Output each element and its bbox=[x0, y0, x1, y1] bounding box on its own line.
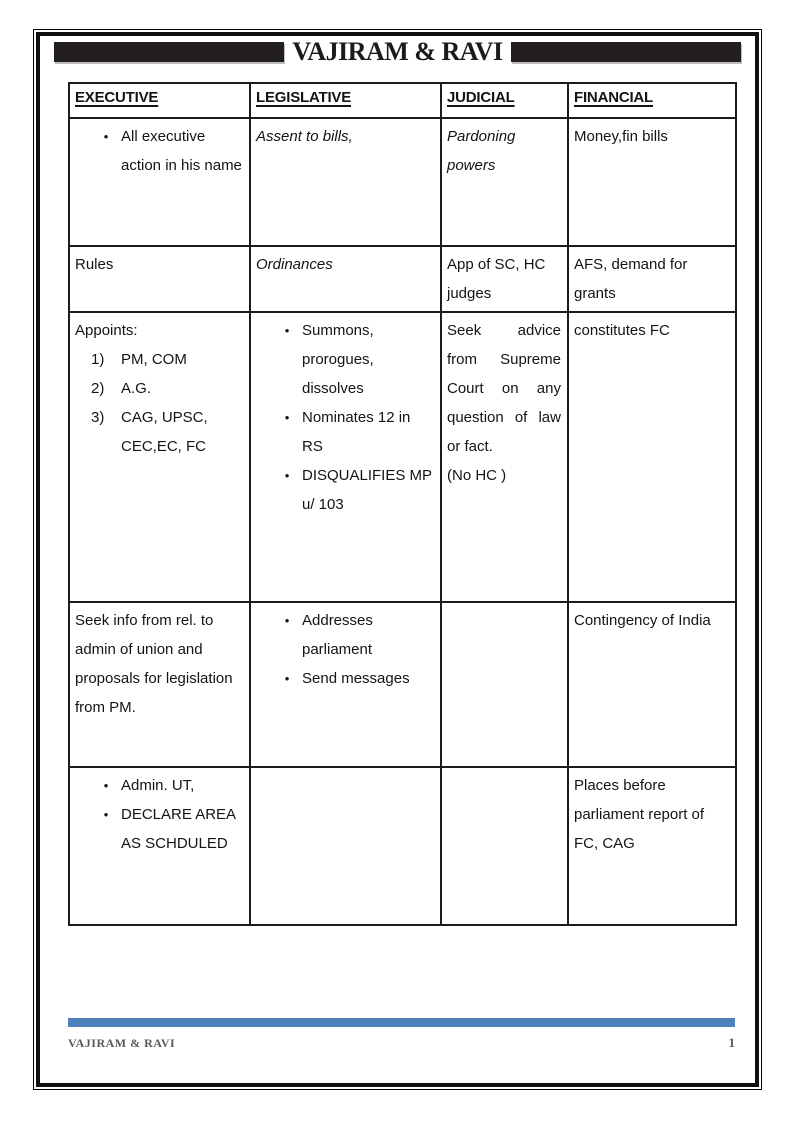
list-item-text: All executive action in his name bbox=[121, 128, 242, 174]
cell-lead-text: Appoints: bbox=[75, 322, 138, 339]
table-row bbox=[69, 767, 736, 925]
cell-text: Contingency of India bbox=[574, 612, 711, 629]
table-header-row bbox=[69, 83, 736, 118]
cell-executive bbox=[69, 118, 250, 246]
cell-executive bbox=[69, 312, 250, 602]
list-item-text: Nominates 12 in RS bbox=[302, 409, 411, 455]
cell-judicial bbox=[441, 602, 568, 767]
cell-judicial bbox=[441, 118, 568, 246]
list-item bbox=[75, 122, 243, 180]
document-page bbox=[36, 32, 759, 1087]
list-item-text: CAG, UPSC, CEC,EC, FC bbox=[121, 409, 208, 455]
bullet-icon: • bbox=[284, 323, 290, 338]
cell-text: Seek info from rel. to admin of union and proposals for legislation from PM. bbox=[75, 612, 233, 716]
cell-executive bbox=[69, 602, 250, 767]
cell-judicial bbox=[441, 312, 568, 602]
cell-judicial bbox=[441, 246, 568, 312]
table-row bbox=[69, 602, 736, 767]
number-marker: 1) bbox=[91, 351, 105, 368]
cell-financial bbox=[568, 118, 736, 246]
bullet-icon: • bbox=[284, 613, 290, 628]
powers-table bbox=[68, 82, 737, 926]
cell-text: constitutes FC bbox=[574, 322, 670, 339]
column-header-financial: FINANCIAL bbox=[568, 83, 736, 118]
cell-financial bbox=[568, 312, 736, 602]
cell-text: Money,fin bills bbox=[574, 128, 668, 145]
table-row bbox=[69, 246, 736, 312]
list-item-text: Send messages bbox=[302, 670, 410, 687]
list-item bbox=[256, 316, 434, 403]
bullet-icon: • bbox=[103, 807, 109, 822]
cell-note-text: (No HC ) bbox=[447, 467, 507, 484]
column-header-executive: EXECUTIVE bbox=[69, 83, 250, 118]
cell-financial bbox=[568, 246, 736, 312]
number-marker: 2) bbox=[91, 380, 105, 397]
brand-bar-right bbox=[511, 42, 741, 62]
list-item-text: DECLARE AREA AS SCHDULED bbox=[121, 806, 236, 852]
table-row bbox=[69, 312, 736, 602]
list-item-text: Summons, prorogues, dissolves bbox=[302, 322, 374, 397]
numbered-item bbox=[75, 374, 243, 403]
list-item-text: Addresses parliament bbox=[302, 612, 373, 658]
cell-text: App of SC, HC judges bbox=[447, 256, 546, 302]
cell-text: Ordinances bbox=[256, 256, 333, 273]
page-border bbox=[33, 29, 762, 1090]
bullet-icon: • bbox=[284, 410, 290, 425]
brand-bar-left bbox=[54, 42, 284, 62]
brand-title: VAJIRAM & RAVI bbox=[292, 37, 503, 66]
cell-judicial bbox=[441, 767, 568, 925]
footer-row bbox=[68, 1035, 735, 1051]
bullet-icon: • bbox=[103, 778, 109, 793]
list-item bbox=[256, 461, 434, 519]
number-marker: 3) bbox=[91, 409, 105, 426]
footer-page-number: 1 bbox=[728, 1035, 735, 1050]
numbered-item bbox=[75, 345, 243, 374]
footer-brand: VAJIRAM & RAVI bbox=[68, 1036, 176, 1050]
cell-financial bbox=[568, 602, 736, 767]
cell-text: Pardoning powers bbox=[447, 128, 516, 174]
cell-legislative bbox=[250, 312, 441, 602]
bullet-icon: • bbox=[103, 129, 109, 144]
cell-executive bbox=[69, 246, 250, 312]
list-item-text: Admin. UT, bbox=[121, 777, 195, 794]
bullet-icon: • bbox=[284, 468, 290, 483]
numbered-item bbox=[75, 403, 243, 461]
brand-header bbox=[54, 38, 741, 66]
list-item bbox=[75, 771, 243, 800]
cell-legislative bbox=[250, 767, 441, 925]
list-item-text: PM, COM bbox=[121, 351, 187, 368]
cell-text: AFS, demand for grants bbox=[574, 256, 688, 302]
cell-text: Rules bbox=[75, 256, 114, 273]
footer-rule bbox=[68, 1018, 735, 1027]
list-item bbox=[75, 800, 243, 858]
page-footer bbox=[68, 1018, 735, 1051]
cell-text: Seek advice from Supreme Court on any question of law or fact. bbox=[447, 322, 561, 455]
list-item-text: DISQUALIFIES MP u/ 103 bbox=[302, 467, 432, 513]
list-item bbox=[256, 606, 434, 664]
cell-text: Assent to bills, bbox=[256, 128, 353, 145]
bullet-icon: • bbox=[284, 671, 290, 686]
column-header-judicial: JUDICIAL bbox=[441, 83, 568, 118]
column-header-legislative: LEGISLATIVE bbox=[250, 83, 441, 118]
list-item bbox=[256, 664, 434, 693]
list-item-text: A.G. bbox=[121, 380, 152, 397]
cell-legislative bbox=[250, 602, 441, 767]
cell-text: Places before parliament report of FC, CAG bbox=[574, 777, 705, 852]
cell-legislative bbox=[250, 118, 441, 246]
list-item bbox=[256, 403, 434, 461]
cell-executive bbox=[69, 767, 250, 925]
table-row bbox=[69, 118, 736, 246]
cell-financial bbox=[568, 767, 736, 925]
cell-legislative bbox=[250, 246, 441, 312]
